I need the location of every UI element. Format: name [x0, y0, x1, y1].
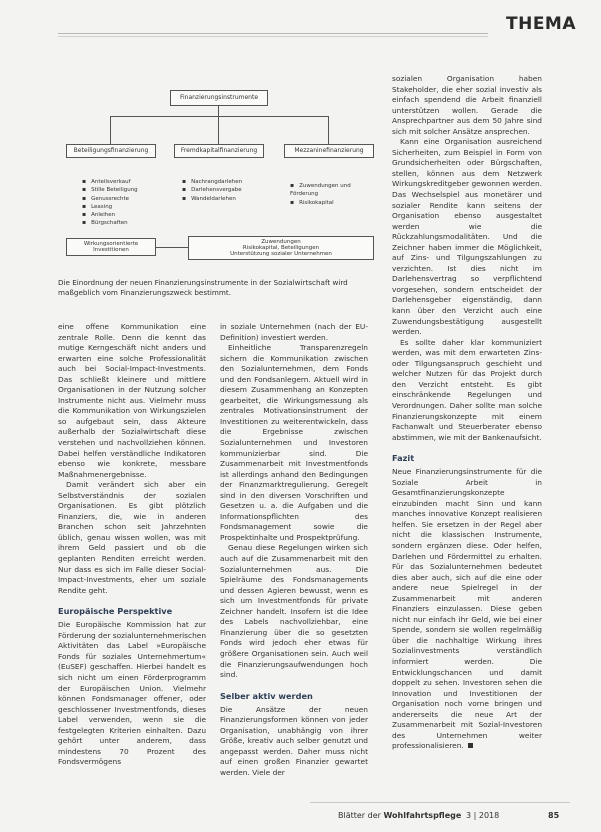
diagram-list-item: ▪ Stille Beteiligung	[82, 186, 162, 194]
diagram-list	[82, 178, 162, 228]
paragraph: Kann eine Organisation ausreichend Sicherheiten, zum Beispiel in Form von Grundsicherheiten oder Bürgschaften, stellen, können aus dem Netzwerk Wirkungskreditgeber gewonnen werden. Das Wechselspiel aus monetärer und sozialer Rendite kann seitens der Organisation ebenso ausgestaltet werden wie die Rückzahlungsmodalitäten. Und die Zeichner haben immer die Möglichkeit, auf Zins- und Tilgungszahlungen zu verzichten. Ist dies nicht im Darlehensvertrag so verpflichtend vorgesehen, sondern entscheidet der Darlehensgeber eigenständig, dann kann über den Verzicht auch eine Zuwendungsbestätigung ausgestellt werden.	[392, 137, 542, 337]
diagram-connector	[110, 116, 111, 144]
diagram-list-item: ▪ Risikokapital	[290, 199, 380, 207]
publication-title: Wohlfahrtspflege	[383, 811, 462, 820]
diagram-list-item: ▪ Genussrechte	[82, 195, 162, 203]
end-of-article-mark	[468, 743, 473, 748]
paragraph-text: Neue Finanzierungsinstrumente für die Soziale Arbeit in Gesamtfinanzierungskonzepte einzubinden macht Sinn und kann manches innovative Konzept realisieren helfen. Sie ersetzen in der Regel aber nicht die klassischen Instrumente, sondern ergänzen diese. Oder helfen, Darlehen und Fördermittel zu erhalten. Für das Sozialunternehmen bedeutet dies aber auch, sich auf die eine oder andere neue Spielregel in der Zusammenarbeit mit anderen Finanziers einzulassen. Diese geben nicht nur einfach ihr Geld, wie bei einer Spende, sondern sie wollen regelmäßig über die nachhaltige Wirkung ihres Sozialinvestments verständlich informiert werden. Die Entwicklungschancen und damit doppelt zu sehen. Investoren sehen die Innovation und Investitionen der Organisation noch vorne bringen und andererseits die neue Art der Zusammenarbeit mit Sozial-Investoren des Unternehmen weiter professionalisieren.	[392, 467, 542, 751]
paragraph: Genau diese Regelungen wirken sich auch auf die Zusammenarbeit mit den Sozialunternehmen aus. Die Spielräume des Fondsmanagements und dessen Agieren bewusst, wenn es sich um Investmentfonds für private Zeichner handelt. Insofern ist die Idee des Labels nachvollziehbar, eine Finanzierung über die so gesetzten Fonds wird jedoch eher etwas für größere Organisationen sein. Auch weil die Finanzierungsaufwendungen hoch sind.	[220, 543, 368, 680]
diagram-list	[290, 182, 380, 207]
subheading: Selber aktiv werden	[220, 690, 313, 701]
page-number: 85	[548, 811, 560, 820]
diagram-connector	[218, 106, 219, 116]
diagram-list-item: ▪ Leasing	[82, 203, 162, 211]
diagram-list-item: ▪ Bürgschaften	[82, 219, 162, 227]
diagram-branch-box: Mezzaninefinanzierung	[284, 144, 374, 158]
diagram-list	[182, 178, 272, 203]
paragraph: Damit verändert sich aber ein Selbstverständnis der sozialen Organisationen. Es gibt plötzlich Finanziers, die, wie in anderen Branchen schon seit Jahrzehnten üblich, genau wissen wollen, was mit ihrem Geld passiert und ob die geplanten Renditen erreicht werden. Nur dass es sich im Falle dieser Social-Impact-Investments, eher um soziale Rendite geht.	[58, 480, 206, 595]
diagram-connector	[328, 116, 329, 144]
text-column-left	[58, 322, 206, 768]
diagram-box-line: Zuwendungen	[261, 238, 301, 245]
issue-number: 3 | 2018	[466, 811, 500, 820]
subheading: Fazit	[392, 453, 415, 464]
diagram-list-item: ▪ Anleihen	[82, 211, 162, 219]
diagram-list-item: ▪ Darlehensvergabe	[182, 186, 272, 194]
diagram-connector	[156, 247, 188, 248]
diagram-bottom-left-box: Wirkungsorientierte Investitionen	[66, 238, 156, 256]
paragraph: sozialen Organisation haben Stakeholder, die eher sozial investiv als einfach spendend die Arbeit finanziell unterstützen wollen. Gerade die Ansprechpartner aus dem 50 Jahre sind sich mit solcher Ansätze ansprechen.	[392, 74, 542, 136]
paragraph: in soziale Unternehmen (nach der EU-Definition) investiert werden.	[220, 322, 368, 342]
text-column-middle	[220, 322, 368, 778]
diagram-connector	[218, 116, 219, 144]
publication-prefix: Blätter der	[338, 811, 384, 820]
diagram-bottom-right-box	[188, 236, 374, 260]
paragraph: Es sollte daher klar kommuniziert werden, was mit dem erwarteten Zins- oder Tilgungsanspruch geschieht und welcher Nutzen für das Projekt durch den Verzicht entsteht. Es gibt einschränkende Regelungen und Verordnungen. Daher sollte man solche Finanzierungskonzepte mit einem Fachanwalt und Steuerberater ebenso abstimmen, wie mit der Bankenaufsicht.	[392, 337, 542, 442]
diagram-branch-box: Fremdkapitalfinanzierung	[174, 144, 264, 158]
header-rule	[58, 36, 488, 37]
figure-caption: Die Einordnung der neuen Finanzierungsinstrumente in der Sozialwirtschaft wird maßgeblich vom Finanzierungszweck bestimmt.	[58, 278, 348, 297]
financing-diagram	[58, 70, 380, 300]
diagram-list-item: ▪ Anteilsverkauf	[82, 178, 162, 186]
text-column-right	[392, 74, 542, 752]
diagram-list-item: ▪ Zuwendungen und Förderung	[290, 182, 380, 199]
diagram-branch-box: Beteiligungsfinanzierung	[66, 144, 156, 158]
diagram-connector	[110, 116, 328, 117]
paragraph: eine offene Kommunikation eine zentrale Rolle. Denn die kennt das mutige Kerngeschäft nicht anders und erwarten eine solche Professionalität auch bei Social-Impact-Investments. Das schließt kleinere und mittlere Organisationen in der Nutzung solcher Instrumente nicht aus. Vielmehr muss die Kommunikation von Wirkungszielen so aufgebaut sein, dass Akteure außerhalb der Sozialwirtschaft diese verstehen und nachvollziehen können. Dabei helfen verständliche Indikatoren ebenso wie konkrete, messbare Maßnahmenergebnisse.	[58, 322, 206, 479]
paragraph: Die Ansätze der neuen Finanzierungsformen können von jeder Organisation, unabhängig von ihrer Größe, kreativ auch selber genutzt und angepasst werden. Daher muss nicht auf einen großen Finanzier gewartet werden. Viele der	[220, 704, 368, 777]
diagram-box-line: Unterstützung sozialer Unternehmen	[230, 251, 332, 258]
paragraph	[392, 467, 542, 752]
paragraph: Die Europäische Kommission hat zur Förderung der sozialunternehmerischen Aktivitäten das Label »Europäische Fonds für soziales Unternehmertum« (EuSEF) geschaffen. Hierbei handelt es sich nicht um einen Förderprogramm der Europäischen Union. Vielmehr können Fondsmanager offener, oder geschlossener Investmentfonds, dieses Label verwenden, wenn sie die festgelegten Kriterien einhalten. Dazu gehört unter anderem, dass mindestens 70 Prozent des Fondsvermögens	[58, 620, 206, 767]
diagram-list-item: ▪ Nachrangdarlehen	[182, 178, 272, 186]
section-label: THEMA	[506, 14, 577, 34]
subheading: Europäische Perspektive	[58, 606, 173, 617]
diagram-list-item: ▪ Wandeldarlehen	[182, 195, 272, 203]
publication-name	[338, 811, 461, 820]
diagram-top-box: Finanzierungsinstrumente	[170, 90, 268, 106]
diagram-box-line: Risikokapital, Beteiligungen	[242, 244, 320, 251]
paragraph: Einheitliche Transparenzregeln sichern die Kommunikation zwischen den Sozialunternehmen, dem Fonds und den Fondsanlegern. Aktuell wird in diesem Zusammenhang an Konzepten gearbeitet, die Wirkungsmessung als zentrales Motivationsinstrument der Investitionen zu weiterentwickeln, dass die Ergebnisse zwischen Sozialunternehmen und Investoren kommunizierbar sind. Die Zusammenarbeit mit Investmentfonds ist allerdings anhand den Bedingungen der Finanzmarktregulierung. Geregelt sind in den diversen Vorschriften und Gesetzen u. a. die Aufgaben und die Informationspflichten des Fondsmanagement sowie die Prospektinhalte und Prospektprüfung.	[220, 343, 368, 542]
header-rule	[58, 33, 488, 34]
footer-rule	[310, 802, 570, 803]
